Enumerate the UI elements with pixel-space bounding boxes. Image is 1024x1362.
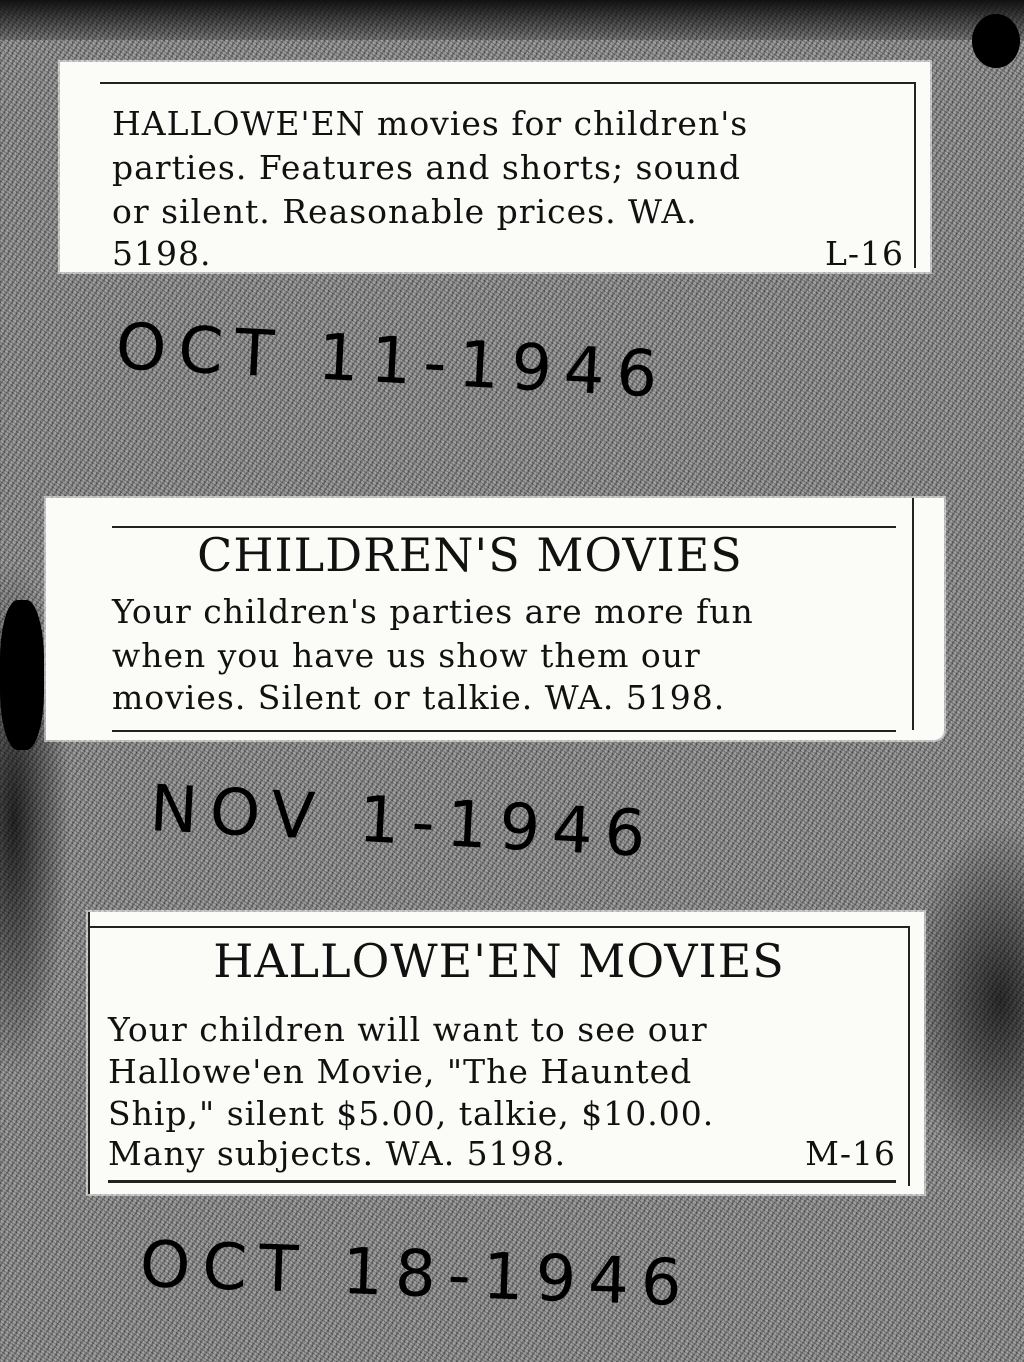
bottom-rule (112, 730, 896, 732)
ink-blot-top-right (972, 14, 1020, 68)
ad-line-3: movies. Silent or talkie. WA. 5198. (112, 678, 726, 717)
handwritten-date-1: OCT 11-1946 (114, 310, 672, 413)
clipping-childrens-movies-ad (46, 498, 944, 740)
ad-line-2: Hallowe'en Movie, "The Haunted (108, 1052, 693, 1091)
clipping-halloween-movies-ad (88, 912, 924, 1194)
ad-text-block (108, 1008, 896, 1178)
ad-line-2: parties. Features and shorts; sound (112, 148, 741, 187)
ad-line-3: Ship," silent $5.00, talkie, $10.00. (108, 1094, 715, 1133)
right-rule (914, 82, 916, 268)
ad-heading: HALLOWE'EN MOVIES (213, 934, 785, 988)
clipping-halloween-ad (60, 62, 930, 272)
scan-top-edge (0, 0, 1024, 40)
ad-line-1: HALLOWE'EN movies for children's (112, 104, 749, 143)
ad-text-block (112, 590, 896, 730)
ad-line-3: or silent. Reasonable prices. WA. (112, 192, 698, 231)
handwritten-date-3: OCT 18-1946 (138, 1228, 695, 1322)
handwritten-date-2: NOV 1-1946 (148, 772, 660, 873)
ad-text-block (112, 102, 904, 272)
right-rule (912, 498, 914, 730)
bottom-rule (108, 1180, 896, 1183)
ad-code: M-16 (805, 1134, 896, 1173)
ad-code: L-16 (824, 234, 904, 273)
ad-heading: CHILDREN'S MOVIES (197, 528, 743, 582)
top-rule (88, 926, 910, 928)
ad-line-4: 5198. (112, 234, 212, 273)
ink-blot-left (0, 600, 44, 750)
ad-line-1: Your children will want to see our (108, 1010, 708, 1049)
ad-line-2: when you have us show them our (112, 636, 701, 675)
ad-line-4: Many subjects. WA. 5198. (108, 1134, 567, 1173)
top-rule (100, 82, 916, 84)
ad-line-1: Your children's parties are more fun (112, 592, 754, 631)
